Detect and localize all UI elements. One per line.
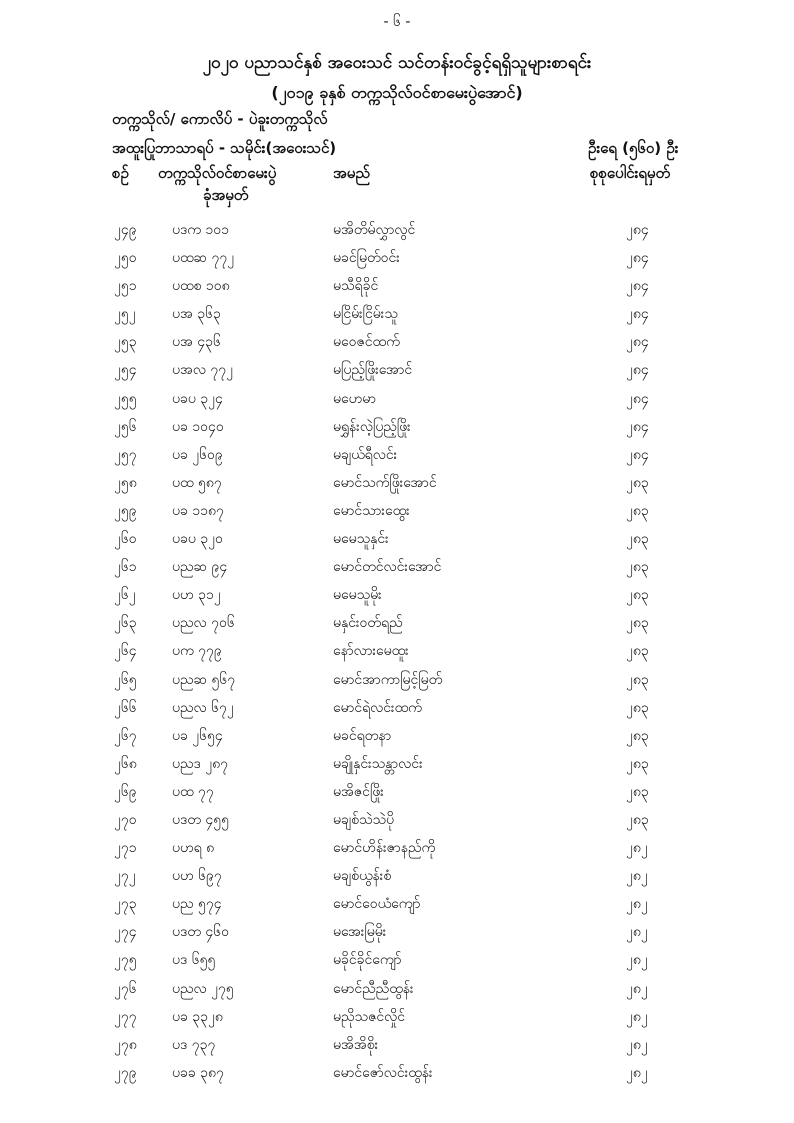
roll-number: ပခ ၂၆၅၄ [172, 727, 223, 744]
student-name: မသီရိခိုင် [333, 278, 379, 295]
roll-number: ပခ ၂၆၀၉ [172, 446, 223, 463]
roll-number: ပဒတ ၄၅၅ [172, 811, 229, 828]
table-row [0, 750, 794, 778]
total-mark: ၂၈၂ [626, 980, 648, 997]
roll-number: ပအ ၃၆၃ [172, 306, 221, 323]
total-mark: ၂၈၂ [626, 1036, 648, 1053]
table-row [0, 806, 794, 834]
table-row [0, 356, 794, 384]
table-row [0, 272, 794, 300]
student-name: မောင်တင်လင်းအောင် [333, 559, 442, 576]
header-roll-2: ခုံအမှတ် [203, 186, 249, 204]
roll-number: ပညလ ၆၇၂ [172, 699, 234, 716]
student-name: မောင်ဇော်လင်းထွန်း [333, 1064, 433, 1081]
row-number: ၂၆၂ [114, 587, 136, 604]
table-row [0, 1031, 794, 1059]
roll-number: ပညဆ ၉၄ [172, 559, 228, 576]
row-number: ၂၇၂ [114, 868, 136, 885]
table-row [0, 637, 794, 665]
total-mark: ၂၈၂ [626, 896, 648, 913]
total-mark: ၂၈၄ [626, 306, 649, 323]
header-no: စဉ် [112, 164, 129, 182]
row-number: ၂၅၉ [114, 502, 137, 519]
roll-number: ပခပ ၃၂၀ [172, 531, 223, 548]
table-row [0, 694, 794, 722]
student-name: မချိုနှင်းသန္တာလင်း [333, 755, 423, 772]
table-row [0, 1059, 794, 1087]
table-row [0, 216, 794, 244]
row-number: ၂၇၉ [114, 1064, 137, 1081]
total-mark: ၂၈၃ [626, 671, 649, 688]
roll-number: ပခပ ၃၂၄ [172, 390, 223, 407]
student-name: မောင်ဟိန်းဇာနည်ကို [333, 840, 436, 857]
student-name: မောင်သားထွေး [333, 502, 410, 519]
student-name: မောင်သက်ဖြိုးအောင် [333, 474, 437, 491]
row-number: ၂၇၀ [114, 811, 137, 828]
table-row [0, 300, 794, 328]
table-row [0, 975, 794, 1003]
table-row [0, 890, 794, 918]
row-number: ၂၅၁ [114, 278, 137, 295]
row-number: ၂၅၅ [114, 390, 137, 407]
student-name: မအိတိမ်လွှာလွင် [333, 222, 416, 238]
row-number: ၂၇၇ [114, 1008, 137, 1025]
student-name: မချယ်ရီလင်း [333, 446, 398, 463]
student-name: မပြည့်ဖြိုးအောင် [333, 362, 413, 379]
table-row [0, 525, 794, 553]
total-mark: ၂၈၃ [626, 587, 649, 604]
total-mark: ၂၈၃ [626, 699, 649, 716]
table-row [0, 609, 794, 637]
student-name: မငြိမ်းငြိမ်းသူ [333, 306, 398, 323]
table-row [0, 328, 794, 356]
table-row [0, 581, 794, 609]
student-name: မမေသူမိုး [333, 587, 382, 604]
table-row [0, 778, 794, 806]
table-row [0, 244, 794, 272]
roll-number: ပညဆ ၅၆၇ [172, 671, 236, 688]
total-mark: ၂၈၃ [626, 643, 649, 660]
student-name: မဟေမာ [333, 390, 377, 407]
student-name: မောင်ရဲလင်းထက် [333, 699, 422, 716]
student-name: မခိုင်ခိုင်ကျော် [333, 952, 402, 969]
table-row [0, 441, 794, 469]
roll-number: ပထဆ ၇၇၂ [172, 250, 235, 267]
row-number: ၂၆၅ [114, 671, 137, 688]
roll-number: ပညလ ၇၀၆ [172, 615, 235, 632]
roll-number: ပထ ၇၇ [172, 783, 214, 800]
roll-number: ပခခ ၃၈၇ [172, 1064, 224, 1081]
roll-number: ပည ၅၇၄ [172, 896, 222, 913]
roll-number: ပဟ ၃၁၂ [172, 587, 221, 604]
row-number: ၂၇၄ [114, 924, 137, 941]
table-row [0, 918, 794, 946]
total-mark: ၂၈၄ [626, 418, 649, 435]
roll-number: ပအ ၄၃၆ [172, 334, 221, 351]
student-name: မဝေဇင်ထက် [333, 334, 400, 351]
row-number: ၂၅၇ [114, 446, 137, 463]
row-number: ၂၅၀ [114, 250, 137, 267]
roll-number: ပဒက ၁၀၁ [172, 222, 230, 238]
major-line: အထူးပြုဘာသာရပ် - သမိုင်း(အဝေးသင်) [112, 139, 337, 157]
document-subtitle: (၂၀၁၉ ခုနှစ် တက္ကသိုလ်ဝင်စာမေးပွဲအောင်) [271, 83, 523, 102]
table-row [0, 1003, 794, 1031]
table-row [0, 385, 794, 413]
row-number: ၂၅၂ [114, 306, 136, 323]
table-row [0, 834, 794, 862]
total-mark: ၂၈၃ [626, 755, 649, 772]
total-mark: ၂၈၂ [626, 1064, 648, 1081]
header-name: အမည် [333, 164, 370, 182]
roll-number: ပခ ၁၀၄၀ [172, 418, 224, 435]
total-mark: ၂၈၄ [626, 446, 649, 463]
page-number: - ၆ - [383, 14, 411, 30]
row-number: ၂၇၈ [114, 1036, 137, 1053]
row-number: ၂၇၅ [114, 952, 137, 969]
total-mark: ၂၈၃ [626, 559, 649, 576]
total-mark: ၂၈၃ [626, 811, 649, 828]
total-mark: ၂၈၂ [626, 1008, 648, 1025]
header-register: စုစုပေါင်းရမှတ် [590, 164, 671, 182]
table-row [0, 553, 794, 581]
roll-number: ပဒ ၆၅၅ [172, 952, 216, 969]
student-name: မရွှန်းလဲ့ပြည့်ဖြိုး [333, 418, 411, 435]
total-mark: ၂၈၄ [626, 222, 649, 238]
row-number: ၂၆၃ [114, 615, 137, 632]
row-number: ၂၆၇ [114, 727, 137, 744]
row-number: ၂၇၁ [114, 840, 137, 857]
table-row [0, 946, 794, 974]
roll-number: ပဟရ ၈ [172, 840, 215, 857]
student-name: မောင်ညီညီထွန်း [333, 980, 414, 997]
table-row [0, 469, 794, 497]
row-number: ၂၆၀ [114, 531, 137, 548]
total-mark: ၂၈၂ [626, 924, 648, 941]
row-number: ၂၅၃ [114, 334, 137, 351]
student-table [0, 216, 794, 1087]
roll-number: ပဒတ ၄၆၀ [172, 924, 229, 941]
total-mark: ၂၈၃ [626, 727, 649, 744]
roll-number: ပအလ ၇၇၂ [172, 362, 234, 379]
total-mark: ၂၈၃ [626, 474, 649, 491]
roll-number: ပထစ ၁၀၈ [172, 278, 230, 295]
table-row [0, 862, 794, 890]
total-mark: ၂၈၄ [626, 362, 649, 379]
total-mark: ၂၈၃ [626, 783, 649, 800]
student-name: မညိုသဇင်လှိုင် [333, 1008, 406, 1025]
total-mark: ၂၈၄ [626, 250, 649, 267]
student-name: မနှင်းဝတ်ရည် [333, 615, 403, 632]
student-name: မအိဇင်ဖြိုး [333, 783, 384, 800]
roll-number: ပခ ၃၃၂၈ [172, 1008, 223, 1025]
total-mark: ၂၈၃ [626, 502, 649, 519]
total-count: ဦးရေ (၅၆၀) ဦး [588, 139, 679, 157]
roll-number: ပညလ ၂၇၅ [172, 980, 234, 997]
roll-number: ပခ ၁၁၈၇ [172, 502, 224, 519]
student-name: နော်လားမေထူး [333, 643, 409, 660]
total-mark: ၂၈၂ [626, 952, 648, 969]
student-name: မမေသူနှင်း [333, 531, 389, 548]
student-name: မချစ်သဲသဲပို [333, 811, 395, 828]
row-number: ၂၆၁ [114, 559, 137, 576]
roll-number: ပထ ၅၈၇ [172, 474, 222, 491]
student-name: မအေးမြမိုး [333, 924, 387, 941]
student-name: မောင်ဝေယံကျော် [333, 896, 421, 913]
table-row [0, 722, 794, 750]
roll-number: ပဒ ၇၃၇ [172, 1036, 216, 1053]
document-title: ၂၀၂၀ ပညာသင်နှစ် အဝေးသင် သင်တန်းဝင်ခွင့်ရရှိသူများစာရင်း [202, 53, 592, 73]
student-name: မချစ်ယွန်းစံ [333, 868, 392, 885]
row-number: ၂၆၄ [114, 643, 137, 660]
row-number: ၂၇၆ [114, 980, 137, 997]
row-number: ၂၅၆ [114, 418, 137, 435]
student-name: မခင်မြတ်ဝင်း [333, 250, 400, 267]
table-row [0, 497, 794, 525]
row-number: ၂၅၄ [114, 362, 137, 379]
total-mark: ၂၈၄ [626, 278, 649, 295]
student-name: မအိအိစိုး [333, 1036, 379, 1053]
total-mark: ၂၈၄ [626, 334, 649, 351]
row-number: ၂၆၉ [114, 783, 137, 800]
total-mark: ၂၈၂ [626, 868, 648, 885]
total-mark: ၂၈၂ [626, 840, 648, 857]
roll-number: ပက ၇၇၉ [172, 643, 222, 660]
university-line: တက္ကသိုလ်/ ကောလိပ် - ပဲခူးတက္ကသိုလ် [112, 110, 328, 128]
row-number: ၂၆၈ [114, 755, 137, 772]
total-mark: ၂၈၄ [626, 390, 649, 407]
row-number: ၂၄၉ [114, 222, 137, 238]
row-number: ၂၇၃ [114, 896, 137, 913]
roll-number: ပဟ ၆၉၇ [172, 868, 222, 885]
header-roll: တက္ကသိုလ်ဝင်စာမေးပွဲ [158, 164, 277, 182]
table-row [0, 666, 794, 694]
total-mark: ၂၈၃ [626, 615, 649, 632]
student-name: မခင်ရတနာ [333, 727, 392, 744]
total-mark: ၂၈၃ [626, 531, 649, 548]
row-number: ၂၆၆ [114, 699, 137, 716]
row-number: ၂၅၈ [114, 474, 137, 491]
table-row [0, 413, 794, 441]
roll-number: ပညဒ ၂၈၇ [172, 755, 229, 772]
student-name: မောင်အာကာမြင့်မြတ် [333, 671, 443, 688]
